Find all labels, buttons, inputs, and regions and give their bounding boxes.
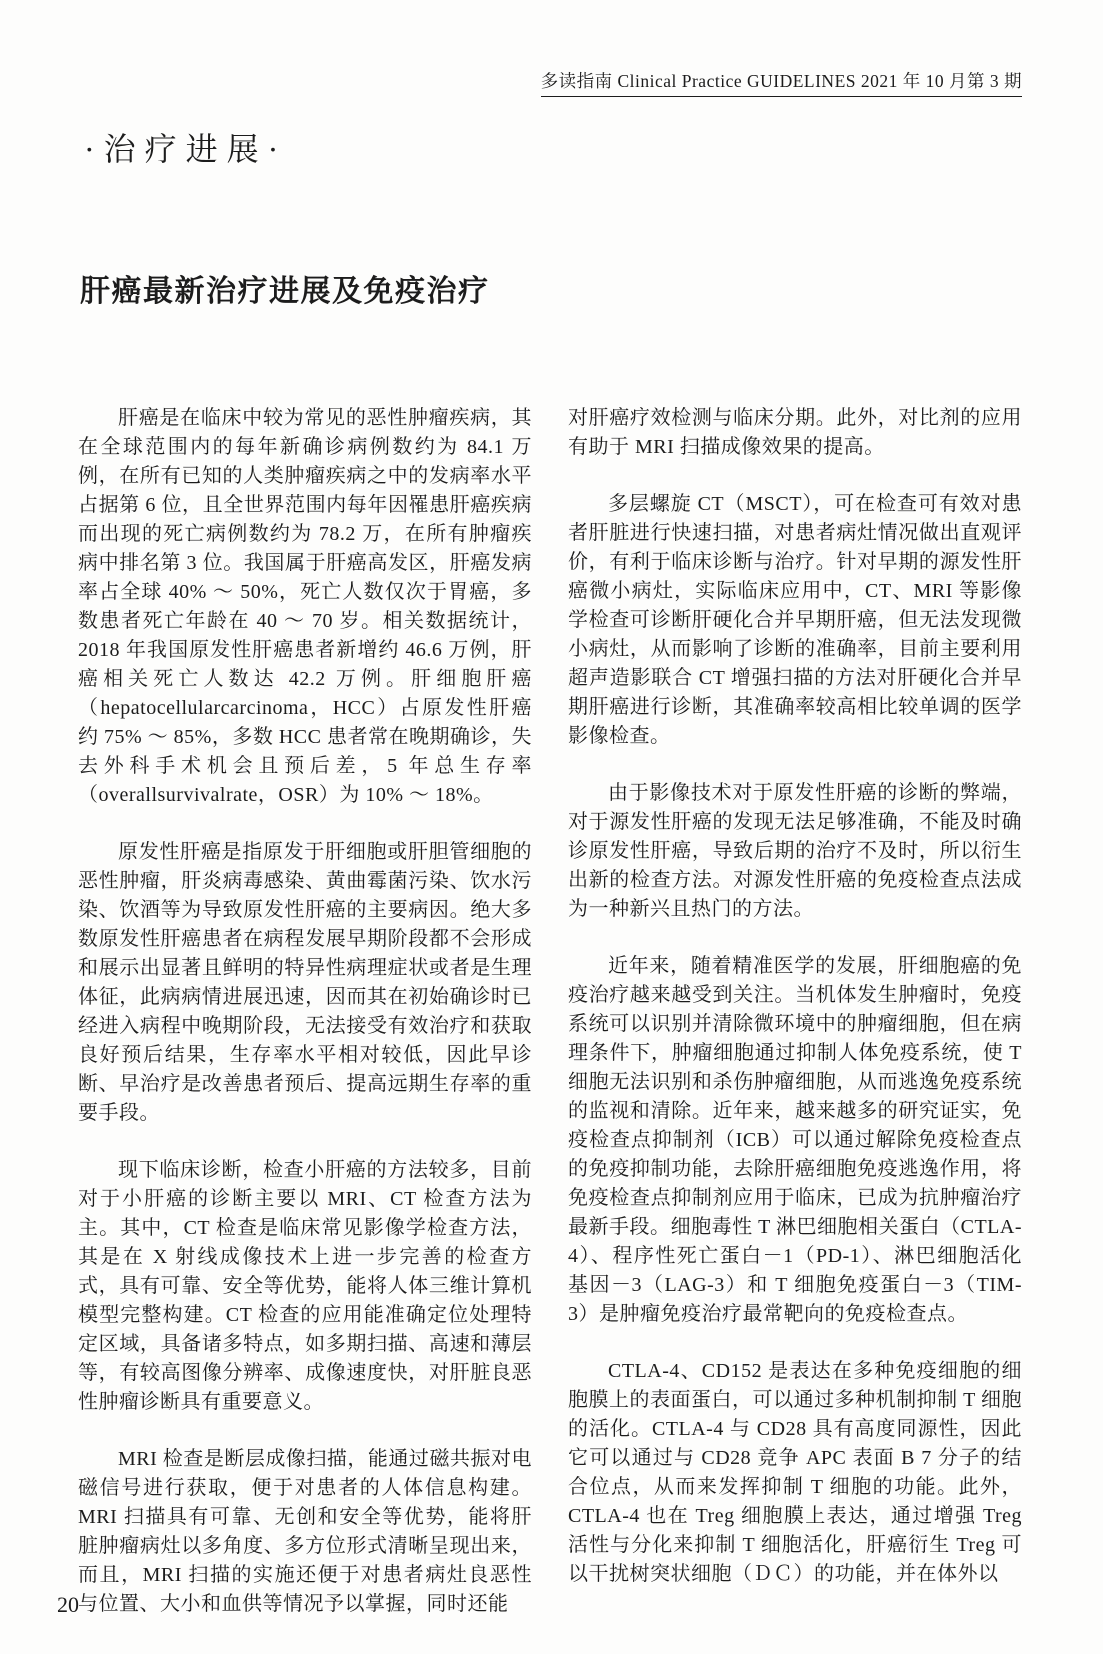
page-number: 20 bbox=[57, 1592, 79, 1617]
paragraph: CTLA-4、CD152 是表达在多种免疫细胞的细胞膜上的表面蛋白，可以通过多种机制抑制 T 细胞的活化。CTLA-4 与 CD28 具有高度同源性，因此它可以通过与 CD28 竞争 APC 表面 B 7 分子的结合位点，从而来发挥抑制 T 细胞的功能。此外，CTLA-4 也在 Treg 细胞膜上表达，通过增强 Treg 活性与分化来抑制 T 细胞活化，肝癌衍生 Treg 可以干扰树突状细胞（ＤＣ）的功能，并在体外以 bbox=[568, 1360, 1022, 1585]
article-body bbox=[78, 404, 1022, 1619]
journal-header bbox=[78, 68, 1022, 97]
paragraph: 现下临床诊断，检查小肝癌的方法较多，目前对于小肝癌的诊断主要以 MRI、CT 检查方法为主。其中，CT 检查是临床常见影像学检查方法，其是在 X 射线成像技术上进一步完善的检查方式，具有可靠、安全等优势，能将人体三维计算机模型完整构建。CT 检查的应用能准确定位处理特定区域，具备诸多特点，如多期扫描、高速和薄层等，有较高图像分辨率、成像速度快，对肝脏良恶性肿瘤诊断具有重要意义。 bbox=[78, 1159, 532, 1413]
article-title: 肝癌最新治疗进展及免疫治疗 bbox=[80, 275, 490, 309]
paragraph: MRI 检查是断层成像扫描，能通过磁共振对电磁信号进行获取，便于对患者的人体信息构建。MRI 扫描具有可靠、无创和安全等优势，能将肝脏肿瘤病灶以多角度、多方位形式清晰呈现出来，而且，MRI 扫描的实施还便于对患者病灶良恶性与位置、大小和血供等情况予以掌握，同时还能 bbox=[78, 1448, 532, 1615]
journal-header-text: 多读指南 Clinical Practice GUIDELINES 2021 年 10 月第 3 期 bbox=[541, 68, 1022, 97]
paragraph: 原发性肝癌是指原发于肝细胞或肝胆管细胞的恶性肿瘤，肝炎病毒感染、黄曲霉菌污染、饮水污染、饮酒等为导致原发性肝癌的主要病因。绝大多数原发性肝癌患者在病程发展早期阶段都不会形成和展示出显著且鲜明的特异性病理症状或者是生理体征，此病病情进展迅速，因而其在初始确诊时已经进入病程中晚期阶段，无法接受有效治疗和获取良好预后结果，生存率水平相对较低，因此早诊断、早治疗是改善患者预后、提高远期生存率的重要手段。 bbox=[78, 841, 532, 1124]
section-marker: ·治疗进展· bbox=[84, 131, 288, 167]
paragraph: 对肝癌疗效检测与临床分期。此外，对比剂的应用有助于 MRI 扫描成像效果的提高。 bbox=[568, 407, 1022, 458]
paragraph: 由于影像技术对于原发性肝癌的诊断的弊端，对于源发性肝癌的发现无法足够准确，不能及时确诊原发性肝癌，导致后期的治疗不及时，所以衍生出新的检查方法。对源发性肝癌的免疫检查点法成为一种新兴且热门的方法。 bbox=[568, 782, 1022, 920]
right-column bbox=[568, 404, 1022, 1619]
paragraph: 肝癌是在临床中较为常见的恶性肿瘤疾病，其在全球范围内的每年新确诊病例数约为 84.1 万例，在所有已知的人类肿瘤疾病之中的发病率水平占据第 6 位，且全世界范围内每年因罹患肝癌疾病而出现的死亡病例数约为 78.2 万，在所有肿瘤疾病中排名第 3 位。我国属于肝癌高发区，肝癌发病率占全球 40% ～ 50%，死亡人数仅次于胃癌，多数患者死亡年龄在 40 ～ 70 岁。相关数据统计，2018 年我国原发性肝癌患者新增约 46.6 万例，肝癌相关死亡人数达 42.2 万例。肝细胞肝癌（hepatocellularcarcinoma，HCC）占原发性肝癌约 75% ～ 85%，多数 HCC 患者常在晚期确诊，失去外科手术机会且预后差，5 年总生存率（overallsurvivalrate，OSR）为 10% ～ 18%。 bbox=[78, 407, 532, 806]
left-column bbox=[78, 404, 532, 1619]
paragraph: 多层螺旋 CT（MSCT），可在检查可有效对患者肝脏进行快速扫描，对患者病灶情况做出直观评价，有利于临床诊断与治疗。针对早期的源发性肝癌微小病灶，实际临床应用中，CT、MRI 等影像学检查可诊断肝硬化合并早期肝癌，但无法发现微小病灶，从而影响了诊断的准确率，目前主要利用超声造影联合 CT 增强扫描的方法对肝硬化合并早期肝癌进行诊断，其准确率较高相比较单调的医学影像检查。 bbox=[568, 493, 1022, 747]
paragraph: 近年来，随着精准医学的发展，肝细胞癌的免疫治疗越来越受到关注。当机体发生肿瘤时，免疫系统可以识别并清除微环境中的肿瘤细胞，但在病理条件下，肿瘤细胞通过抑制人体免疫系统，使 T 细胞无法识别和杀伤肿瘤细胞，从而逃逸免疫系统的监视和清除。近年来，越来越多的研究证实，免疫检查点抑制剂（ICB）可以通过解除免疫检查点的免疫抑制功能，去除肝癌细胞免疫逃逸作用，将免疫检查点抑制剂应用于临床，已成为抗肿瘤治疗最新手段。细胞毒性 T 淋巴细胞相关蛋白（CTLA-4）、程序性死亡蛋白－1（PD-1）、淋巴细胞活化基因－3（LAG-3）和 T 细胞免疫蛋白－3（TIM-3）是肿瘤免疫治疗最常靶向的免疫检查点。 bbox=[568, 955, 1022, 1325]
